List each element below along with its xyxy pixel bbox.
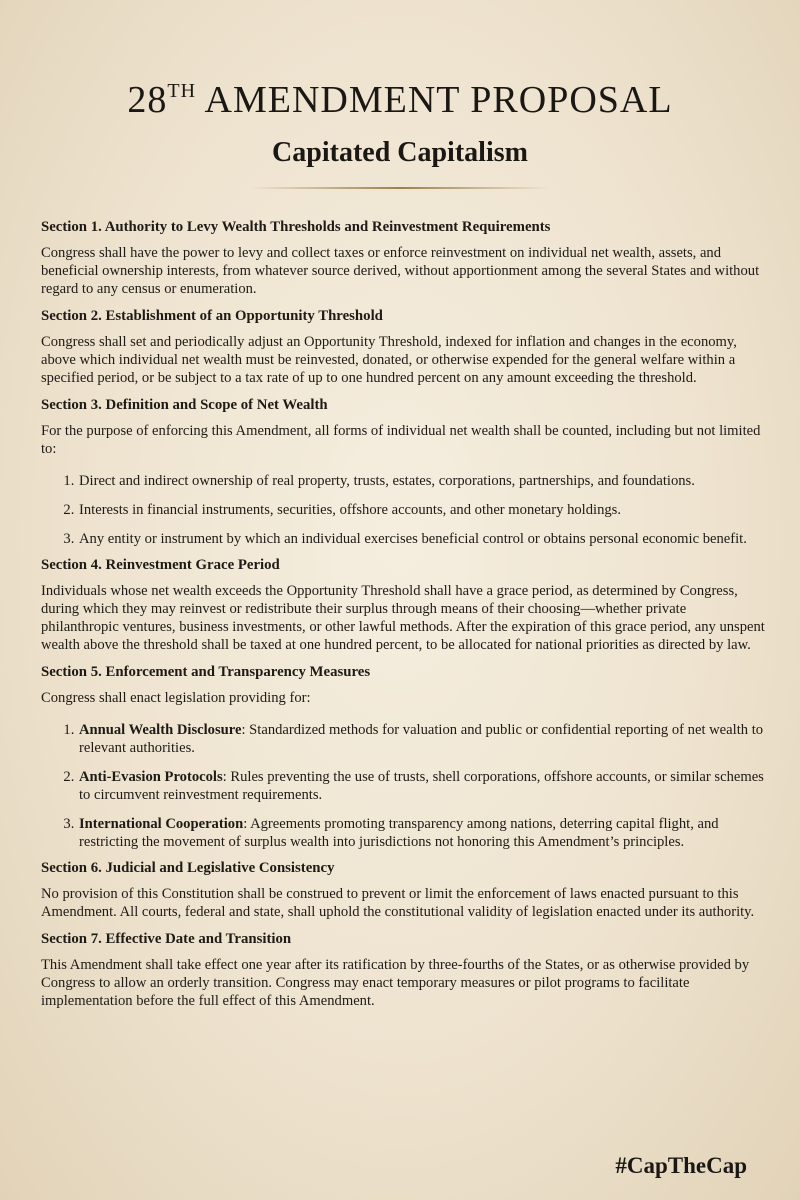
amendment-body xyxy=(41,218,765,1019)
list-item xyxy=(78,721,765,757)
list-item-desc: : Agreements promoting transparency among nations, deterring capital flight, and restricting the movement of surplus wealth into jurisdictions not honoring this Amendment’s principles. xyxy=(79,816,719,850)
section-text: Congress shall have the power to levy and collect taxes or enforce reinvestment on individual net wealth, assets, and beneficial ownership interests, from whatever source derived, without apportionment among the several States and without regard to any census or enumeration. xyxy=(41,245,760,297)
list-item-desc: : Standardized methods for valuation and public or confidential reporting of net wealth to relevant authorities. xyxy=(79,722,764,756)
list-item-term: International Cooperation xyxy=(79,816,244,832)
list-item-desc: : Rules preventing the use of trusts, shell corporations, offshore accounts, or similar schemes to circumvent reinvestment requirements. xyxy=(79,769,764,803)
section-text: This Amendment shall take effect one year after its ratification by three-fourths of the States, or as otherwise provided by Congress to allow an orderly transition. Congress may enact temporary measures or pilot programs to facilitate implementation before the full effect of this Amendment. xyxy=(41,957,750,1009)
title-number: 28 xyxy=(127,79,168,121)
section-heading: Section 4. Reinvestment Grace Period xyxy=(41,557,280,573)
section-text: Congress shall set and periodically adjust an Opportunity Threshold, indexed for inflation and changes in the economy, above which individual net wealth must be reinvested, donated, or otherwise expended for the general welfare within a specified period, or be subject to a tax rate of up to one hundred percent on any amount exceeding the threshold. xyxy=(41,334,737,386)
section-heading: Section 2. Establishment of an Opportunity Threshold xyxy=(41,308,383,324)
section-text: Congress shall enact legislation providing for: xyxy=(41,690,311,706)
title-divider xyxy=(250,187,550,189)
section-heading: Section 7. Effective Date and Transition xyxy=(41,931,292,947)
page-subtitle: Capitated Capitalism xyxy=(272,137,528,168)
list-item xyxy=(78,768,765,804)
list-item-term: Annual Wealth Disclosure xyxy=(79,722,242,738)
title-text: AMENDMENT PROPOSAL xyxy=(196,79,673,121)
section-heading: Section 3. Definition and Scope of Net Wealth xyxy=(41,397,328,413)
net-wealth-list xyxy=(41,472,765,548)
list-item xyxy=(78,815,765,851)
list-item: 1. Direct and indirect ownership of real property, trusts, estates, corporations, partnerships, and foundations. xyxy=(78,472,765,490)
section-heading: Section 6. Judicial and Legislative Consistency xyxy=(41,860,335,876)
enforcement-list xyxy=(41,721,765,851)
list-item: 2. Interests in financial instruments, securities, offshore accounts, and other monetary holdings. xyxy=(78,501,765,519)
section-text: Individuals whose net wealth exceeds the Opportunity Threshold shall have a grace period, as determined by Congress, during which they may reinvest or redistribute their surplus through means of their choosing—whether private philanthropic ventures, business investments, or other lawful methods. After the expiration of this grace period, any unspent wealth above the threshold shall be taxed at one hundred percent, to be allocated for national priorities as directed by law. xyxy=(41,583,765,653)
section-heading: Section 1. Authority to Levy Wealth Thresholds and Reinvestment Requirements xyxy=(41,219,551,235)
section-text: For the purpose of enforcing this Amendment, all forms of individual net wealth shall be counted, including but not limited to: xyxy=(41,423,761,457)
page-title xyxy=(0,78,800,122)
title-ordinal-suffix: TH xyxy=(167,80,197,102)
section-heading: Section 5. Enforcement and Transparency Measures xyxy=(41,664,371,680)
hashtag: #CapTheCap xyxy=(615,1153,747,1178)
list-item-term: Anti-Evasion Protocols xyxy=(79,769,223,785)
list-item: 3. Any entity or instrument by which an individual exercises beneficial control or obtains personal economic benefit. xyxy=(78,530,765,548)
section-text: No provision of this Constitution shall be construed to prevent or limit the enforcement of laws enacted pursuant to this Amendment. All courts, federal and state, shall uphold the constitutional validity of legislation enacted under its authority. xyxy=(41,886,755,920)
